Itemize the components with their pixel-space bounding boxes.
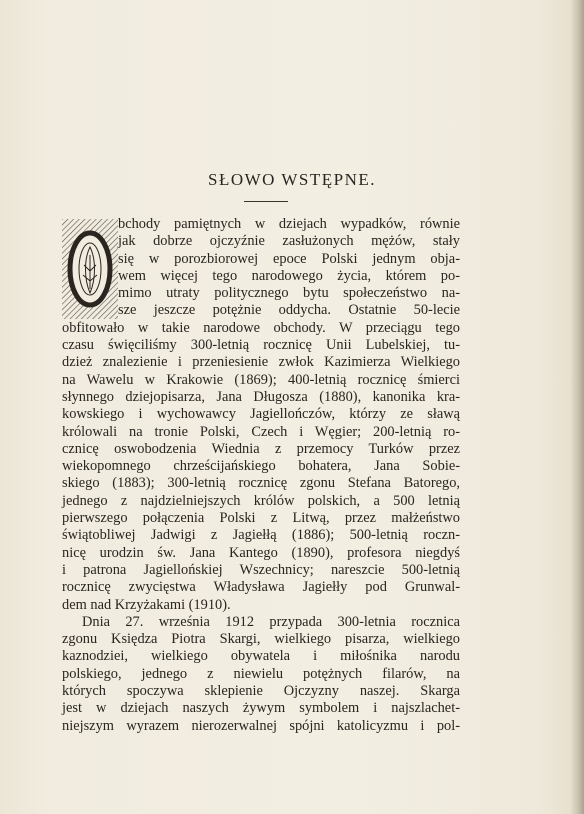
text-line: czasu święciliśmy 300-letnią rocznicę Unii Lubelskiej, tu- [62, 337, 460, 354]
text-line: cznicę oswobodzenia Wiednia z przemocy Turków przez [62, 440, 460, 457]
text-line: wem więcej tego narodowego życia, którem po- [118, 267, 460, 284]
text-line: bchody pamiętnych w dziejach wypadków, równie [118, 216, 460, 232]
text-line: obfitowało w takie narodowe obchody. W przeciągu tego [62, 319, 460, 336]
text-line: kowskiego i wychowawcy Jagiellończów, którzy ze sławą [62, 406, 460, 423]
text-line: jak dobrze ojczyźnie zasłużonych mężów, stały [118, 233, 460, 250]
text-line: słynnego dziejopisarza, Jana Długosza (1880), kanonika kra- [62, 388, 460, 405]
text-line: pierwszego połączenia Polski z Litwą, przez małżeństwo [62, 510, 460, 527]
text-line: sze jeszcze potężnie oddycha. Ostatnie 50-lecie [118, 302, 460, 319]
text-line: jednego z najdzielniejszych królów polskich, a 500 letnią [62, 492, 460, 509]
text-line: skiego (1883); 300-letnią rocznicę zgonu Stefana Batorego, [62, 475, 460, 492]
text-line: mimo utraty politycznego bytu społeczeństwo na- [118, 285, 460, 302]
text-line: i patrona Jagiellońskiej Wszechnicy; nareszcie 500-letnią [62, 561, 460, 578]
text-line: Dnia 27. września 1912 przypada 300-letnia rocznica [82, 613, 460, 630]
text-line: polskiego, jednego z niewielu potężnych filarów, na [62, 665, 460, 682]
text-line: jest w dziejach naszych żywym symbolem i najszlachet- [62, 700, 460, 717]
text-line: się w porozbiorowej epoce Polski jednym obja- [118, 250, 460, 267]
text-line: których spoczywa sklepienie Ojczyzny naszej. Skarga [62, 683, 460, 700]
text-line: świątobliwej Jadwigi z Jagiełłą (1886); 500-letnią roczn- [62, 527, 460, 544]
title-rule [244, 201, 288, 202]
page-title: SŁOWO WSTĘPNE. [207, 170, 376, 189]
text-line: zgonu Księdza Piotra Skargi, wielkiego pisarza, wielkiego [62, 631, 460, 648]
text-line: rocznicę zwycięstwa Władysława Jagiełły pod Grunwal- [62, 579, 460, 596]
text-line: nicę urodzin św. Jana Kantego (1890), profesora niegdyś [62, 544, 460, 561]
text-line: niejszym wyrazem nierozerwalnej spójni katolicyzmu i pol- [62, 717, 460, 734]
text-line: wiekopomnego chrześcijańskiego bohatera, Jana Sobie- [62, 458, 460, 475]
text-line: dzież znalezienie i przeniesienie zwłok Kazimierza Wielkiego [62, 354, 460, 371]
text-line: na Wawelu w Krakowie (1869); 400-letnią rocznicę śmierci [62, 371, 460, 388]
text-line: królowali na tronie Polski, Czech i Węgier; 200-letnią ro- [62, 423, 460, 440]
text-line: kaznodziei, wielkiego obywatela i miłośnika narodu [62, 648, 460, 665]
text-line: dem nad Krzyżakami (1910). [62, 596, 231, 613]
page-edge-shadow [570, 0, 584, 814]
body-text [62, 216, 460, 735]
